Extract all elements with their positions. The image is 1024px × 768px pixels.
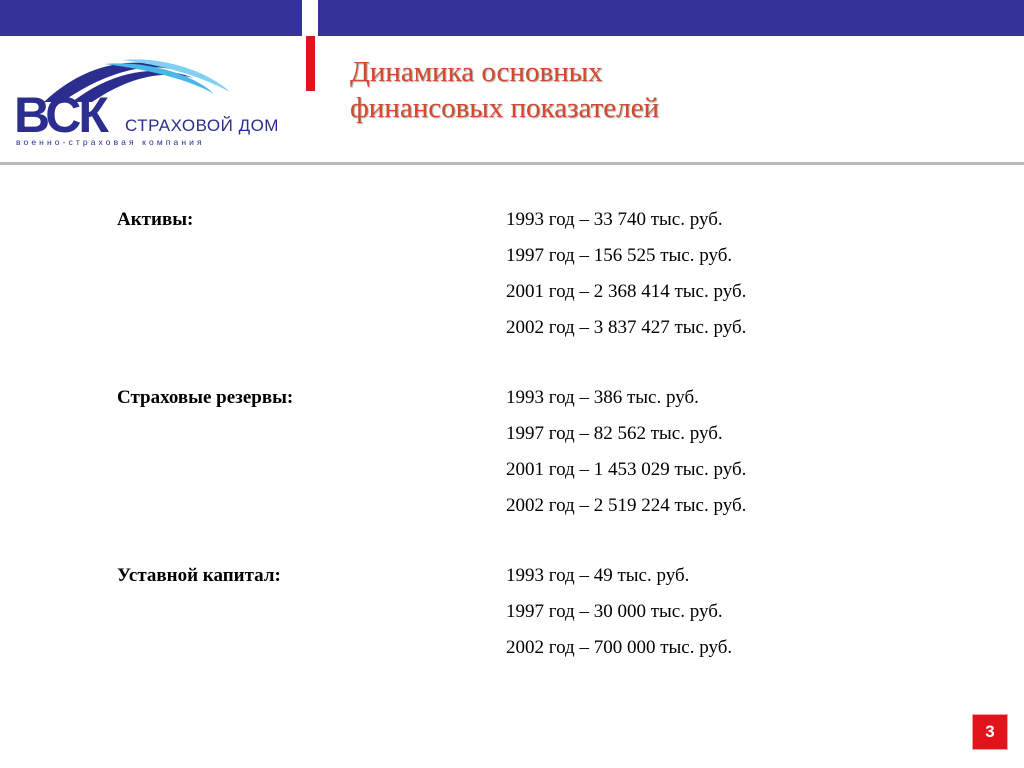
logo-mark: ВСК xyxy=(14,87,106,143)
page-number-badge: 3 xyxy=(972,714,1008,750)
section-label-assets: Активы: xyxy=(117,209,194,230)
slide-title-line-1: Динамика основных xyxy=(350,56,603,88)
reserves-value: 2002 год – 2 519 224 тыс. руб. xyxy=(506,495,747,516)
reserves-value: 1997 год – 82 562 тыс. руб. xyxy=(506,423,723,444)
logo-name: СТРАХОВОЙ ДОМ xyxy=(125,116,279,135)
section-label-reserves: Страховые резервы: xyxy=(117,387,294,408)
capital-value: 1993 год – 49 тыс. руб. xyxy=(506,565,690,586)
red-accent-bar xyxy=(306,36,315,91)
capital-value: 1997 год – 30 000 тыс. руб. xyxy=(506,601,723,622)
section-label-capital: Уставной капитал: xyxy=(117,565,281,586)
slide-title xyxy=(350,54,659,126)
slide-title-line-2: финансовых показателей xyxy=(350,92,660,124)
assets-value: 2001 год – 2 368 414 тыс. руб. xyxy=(506,281,747,302)
reserves-value: 1993 год – 386 тыс. руб. xyxy=(506,387,699,408)
header-divider xyxy=(0,162,1024,165)
assets-value: 2002 год – 3 837 427 тыс. руб. xyxy=(506,317,747,338)
logo-tagline: военно-страховая компания xyxy=(16,137,205,147)
vsk-logo xyxy=(14,56,304,151)
assets-value: 1993 год – 33 740 тыс. руб. xyxy=(506,209,723,230)
reserves-value: 2001 год – 1 453 029 тыс. руб. xyxy=(506,459,747,480)
assets-value: 1997 год – 156 525 тыс. руб. xyxy=(506,245,733,266)
top-bar-right xyxy=(318,0,1024,36)
capital-value: 2002 год – 700 000 тыс. руб. xyxy=(506,637,733,658)
top-bar-left xyxy=(0,0,302,36)
